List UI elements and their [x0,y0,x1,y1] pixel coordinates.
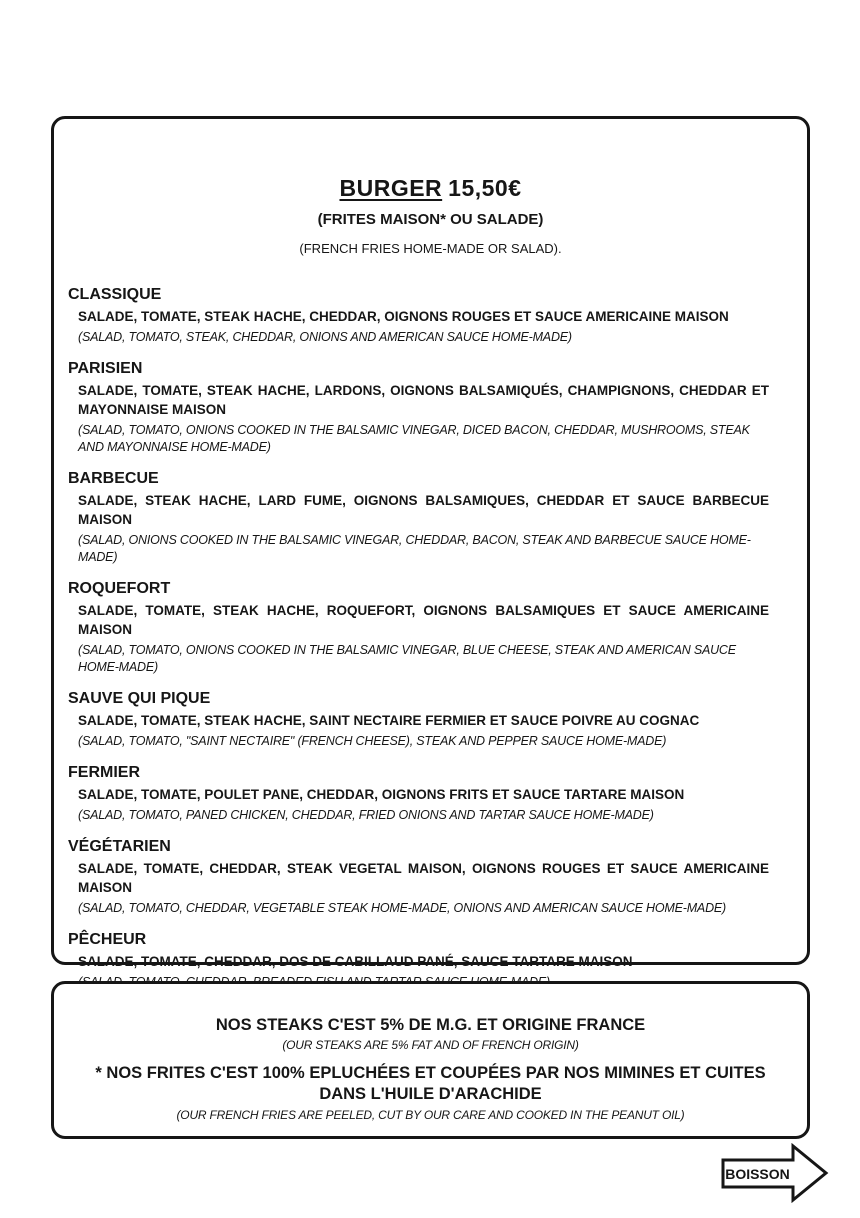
item-desc-fr: SALADE, TOMATE, STEAK HACHE, SAINT NECTAIRE FERMIER ET SAUCE POIVRE AU COGNAC [78,713,700,728]
item-desc-fr: SALADE, TOMATE, STEAK HACHE, CHEDDAR, OIGNONS ROUGES ET SAUCE AMERICAINE MAISON [78,309,729,324]
menu-subtitle-fr: (FRITES MAISON* OU SALADE) [317,211,544,228]
menu-item-parisien [68,359,769,456]
item-desc-fr: SALADE, TOMATE, CHEDDAR, STEAK VEGETAL MAISON, OIGNONS ROUGES ET SAUCE AMERICAINE MAISON [78,861,769,895]
menu-title: BURGER [339,175,443,201]
item-desc-en: (SALAD, ONIONS COOKED IN THE BALSAMIC VINEGAR, CHEDDAR, BACON, STEAK AND BARBECUE SAUCE HOME-MADE) [78,533,751,564]
item-name: ROQUEFORT [68,580,171,597]
menu-header [54,175,807,256]
item-name: CLASSIQUE [68,286,162,303]
item-desc-en: (SALAD, TOMATO, ONIONS COOKED IN THE BALSAMIC VINEGAR, BLUE CHEESE, STEAK AND AMERICAN SAUCE HOME-MADE) [78,643,736,674]
menu-price: 15,50€ [448,175,522,201]
item-desc-en: (SALAD, TOMATO, ONIONS COOKED IN THE BALSAMIC VINEGAR, DICED BACON, CHEDDAR, MUSHROOMS, STEAK AND MAYONNAISE HOME-MADE) [78,423,750,454]
boisson-label: BOISSON [725,1165,790,1182]
item-desc-en: (SALAD, TOMATO, "SAINT NECTAIRE" (FRENCH CHEESE), STEAK AND PEPPER SAUCE HOME-MADE) [78,734,667,748]
menu-item-classique [68,285,769,346]
item-name: SAUVE QUI PIQUE [68,690,211,707]
menu-item-roquefort [68,579,769,676]
item-desc-fr: SALADE, TOMATE, STEAK HACHE, ROQUEFORT, OIGNONS BALSAMIQUES ET SAUCE AMERICAINE MAISON [78,603,769,637]
item-name: VÉGÉTARIEN [68,838,171,855]
item-desc-en: (SALAD, TOMATO, PANED CHICKEN, CHEDDAR, FRIED ONIONS AND TARTAR SAUCE HOME-MADE) [78,808,654,822]
boisson-nav-arrow[interactable] [720,1143,830,1203]
burger-menu-box [51,116,810,969]
menu-item-sauve-qui-pique [68,689,769,750]
item-desc-en: (SALAD, TOMATO, STEAK, CHEDDAR, ONIONS AND AMERICAN SAUCE HOME-MADE) [78,330,572,344]
item-desc-fr: SALADE, TOMATE, CHEDDAR, DOS DE CABILLAUD PANÉ, SAUCE TARTARE MAISON [78,954,633,969]
footer-frites-fr: * NOS FRITES C'EST 100% EPLUCHÉES ET COUPÉES PAR NOS MIMINES ET CUITES DANS L'HUILE D'ARACHIDE [95,1064,766,1103]
footer-steaks-en: (OUR STEAKS ARE 5% FAT AND OF FRENCH ORIGIN) [282,1038,579,1052]
item-name: BARBECUE [68,470,159,487]
item-name: PARISIEN [68,360,143,377]
page-title [54,175,807,202]
footer-frites-en: (OUR FRENCH FRIES ARE PEELED, CUT BY OUR CARE AND COOKED IN THE PEANUT OIL) [176,1108,685,1122]
footer-steaks-fr: NOS STEAKS C'EST 5% DE M.G. ET ORIGINE FRANCE [215,1016,646,1034]
item-desc-fr: SALADE, STEAK HACHE, LARD FUME, OIGNONS BALSAMIQUES, CHEDDAR ET SAUCE BARBECUE MAISON [78,493,769,527]
menu-item-vegetarien [68,837,769,917]
item-name: PÊCHEUR [68,931,147,948]
item-desc-fr: SALADE, TOMATE, POULET PANE, CHEDDAR, OIGNONS FRITS ET SAUCE TARTARE MAISON [78,787,685,802]
menu-subtitle-en: (FRENCH FRIES HOME-MADE OR SALAD). [299,241,562,256]
menu-item-fermier [68,763,769,824]
burger-list [68,285,769,991]
item-desc-en: (SALAD, TOMATO, CHEDDAR, VEGETABLE STEAK HOME-MADE, ONIONS AND AMERICAN SAUCE HOME-MADE) [78,901,727,915]
menu-item-barbecue [68,469,769,566]
item-name: FERMIER [68,764,140,781]
item-desc-fr: SALADE, TOMATE, STEAK HACHE, LARDONS, OIGNONS BALSAMIQUÉS, CHAMPIGNONS, CHEDDAR ET MAYONNAISE MAISON [78,383,769,417]
footer-info-box [51,981,810,1139]
